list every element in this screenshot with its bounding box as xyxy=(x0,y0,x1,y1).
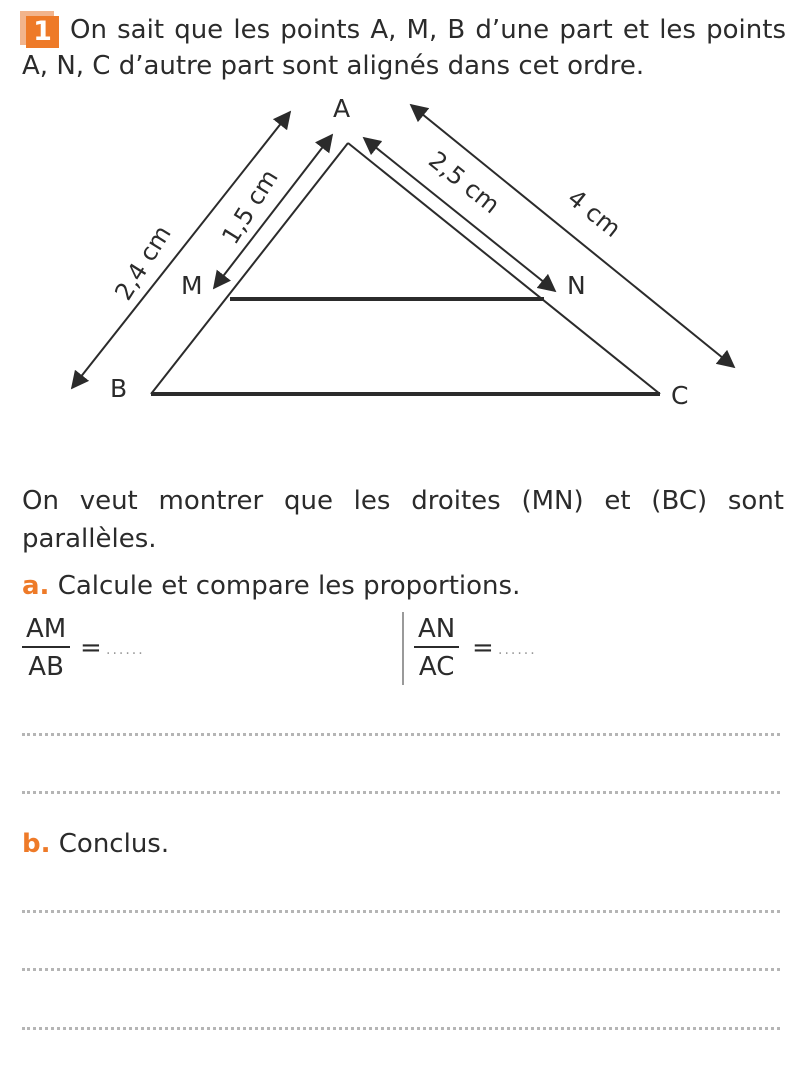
answer-line[interactable] xyxy=(22,1027,780,1030)
question-a xyxy=(22,568,520,604)
question-b-text: Conclus. xyxy=(58,829,170,859)
fraction-an-ac-denominator: AC xyxy=(418,652,455,682)
measure-AC: 4 cm xyxy=(562,183,627,243)
label-B: B xyxy=(110,374,128,403)
answer-blank-2[interactable]: ...... xyxy=(498,642,537,658)
label-A: A xyxy=(333,94,351,123)
arrow-AC xyxy=(411,105,734,367)
fraction-am-ab-denominator: AB xyxy=(28,652,64,682)
question-b-letter: b. xyxy=(22,829,51,859)
arrow-AB xyxy=(72,112,290,388)
fraction-an-ac-numerator: AN xyxy=(418,614,456,644)
equals-sign-1: = xyxy=(80,633,102,663)
answer-line[interactable] xyxy=(22,968,780,971)
answer-line[interactable] xyxy=(22,910,780,913)
goal-statement: On veut montrer que les droites (MN) et (BC) sont parallèles. xyxy=(22,486,784,554)
exercise-intro: On sait que les points A, M, B d’une part et les points A, N, C d’autre part sont alignés dans cet ordre. xyxy=(22,15,786,81)
label-N: N xyxy=(567,271,586,300)
question-a-letter: a. xyxy=(22,571,50,601)
fraction-an-ac xyxy=(414,614,459,682)
label-C: C xyxy=(671,381,689,410)
fraction-am-ab-numerator: AM xyxy=(26,614,67,644)
measure-AN: 2,5 cm xyxy=(423,145,506,220)
question-b xyxy=(22,826,169,862)
answer-line[interactable] xyxy=(22,791,780,794)
answer-blank-1[interactable]: ...... xyxy=(106,642,145,658)
question-a-text: Calcule et compare les proportions. xyxy=(57,571,521,601)
equals-sign-2: = xyxy=(472,633,494,663)
exercise-number: 1 xyxy=(26,16,59,48)
fraction-am-ab xyxy=(22,614,70,682)
column-separator xyxy=(402,612,404,685)
measure-AB: 2,4 cm xyxy=(109,220,177,306)
answer-line[interactable] xyxy=(22,733,780,736)
label-M: M xyxy=(181,271,203,300)
measure-AM: 1,5 cm xyxy=(216,164,284,250)
